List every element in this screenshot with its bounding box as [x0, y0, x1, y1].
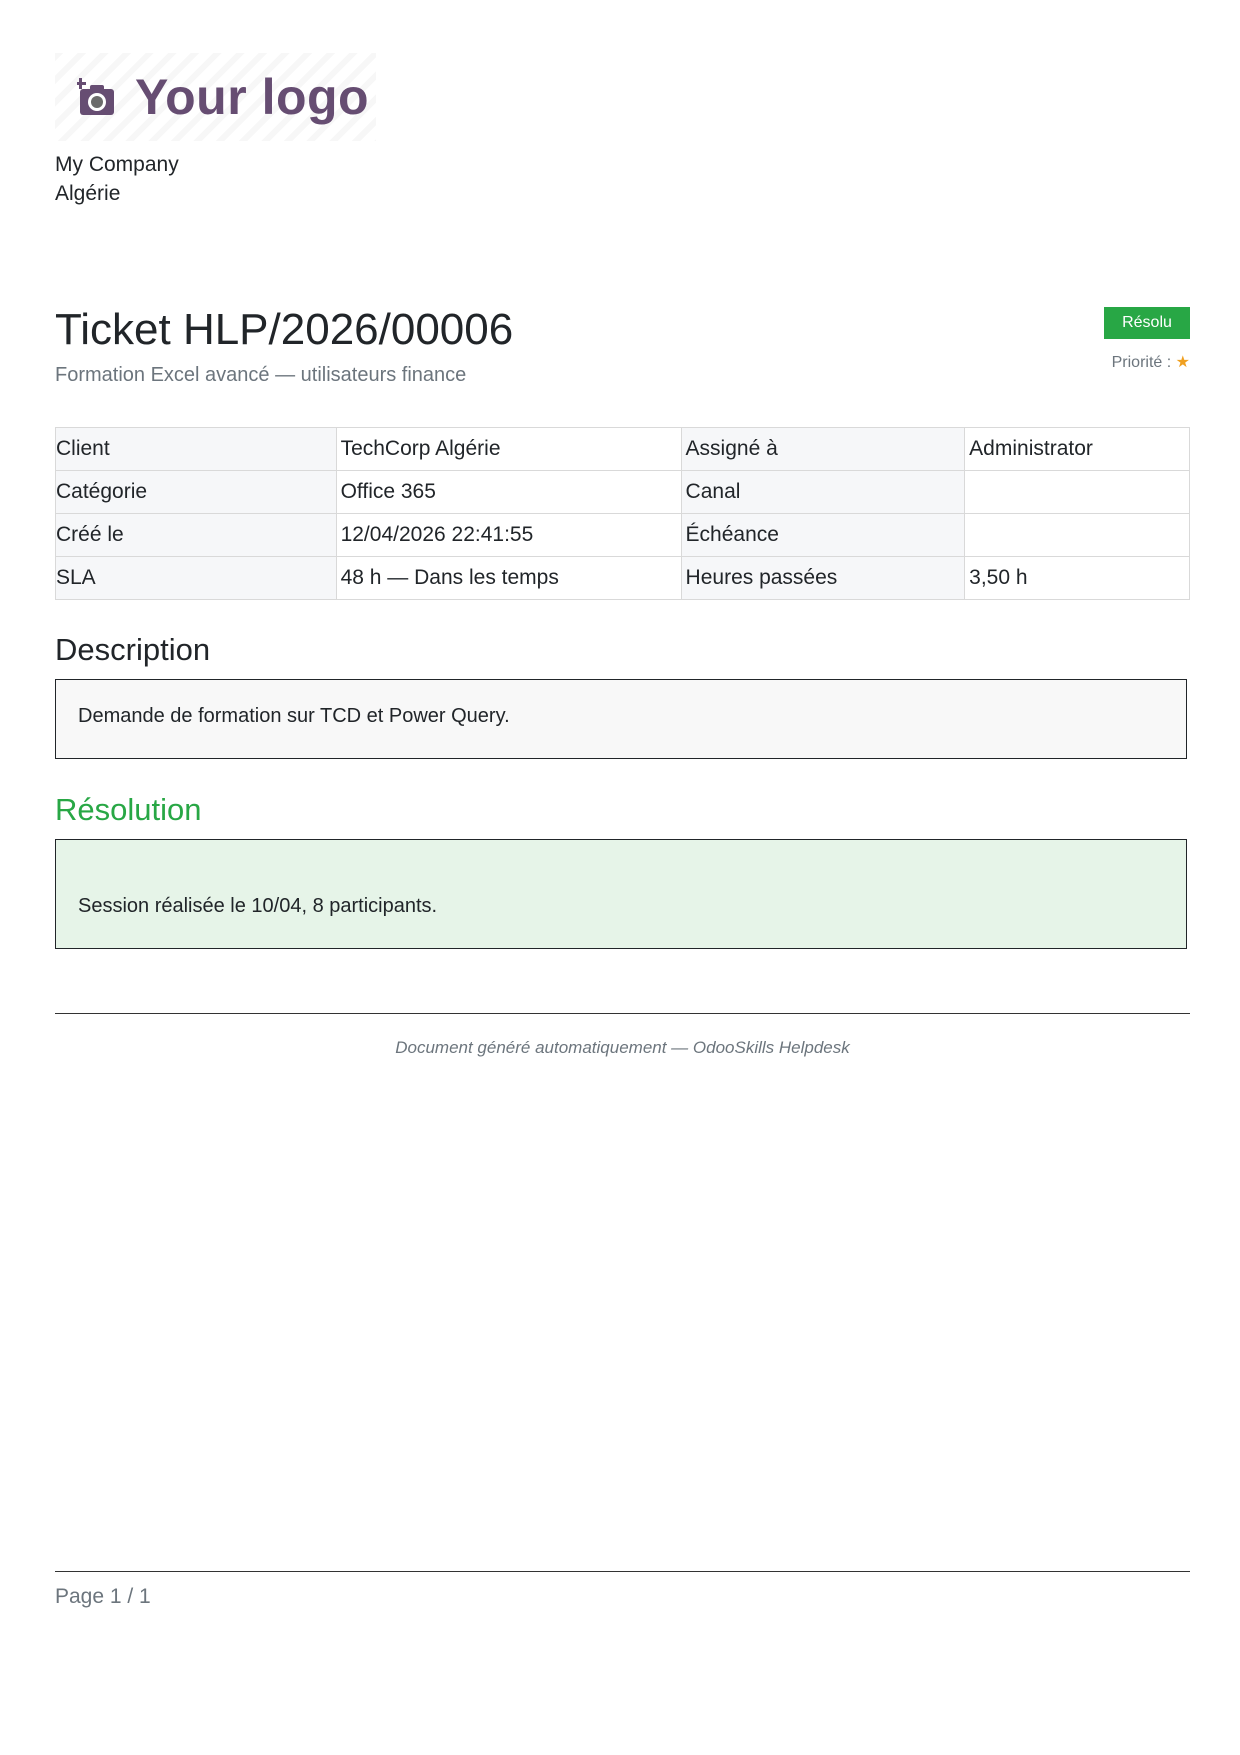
- description-text: Demande de formation sur TCD et Power Query.: [78, 705, 510, 727]
- description-box: [55, 679, 1187, 759]
- company-country: Algérie: [55, 182, 121, 205]
- table-row: [56, 514, 1190, 557]
- field-label: Canal: [681, 471, 965, 514]
- resolution-text: Session réalisée le 10/04, 8 participants.: [78, 895, 438, 917]
- company-name: My Company: [55, 153, 179, 176]
- field-label: Créé le: [56, 514, 337, 557]
- company-logo: [55, 53, 376, 141]
- priority-label: Priorité :: [1111, 354, 1172, 371]
- field-value: TechCorp Algérie: [336, 428, 681, 471]
- status-badge: Résolu: [1104, 307, 1190, 339]
- generated-note: Document généré automatiquement — OdooSkills Helpdesk: [395, 1038, 850, 1057]
- field-label: Heures passées: [681, 557, 965, 600]
- field-label: Assigné à: [681, 428, 965, 471]
- ticket-info-table: [55, 427, 1190, 600]
- field-label: Catégorie: [56, 471, 337, 514]
- camera-plus-icon: [77, 77, 117, 117]
- table-row: [56, 428, 1190, 471]
- page-number: Page 1 / 1: [55, 1585, 151, 1608]
- priority-indicator: [1112, 352, 1190, 372]
- resolution-heading: Résolution: [55, 792, 202, 827]
- star-icon: ★: [1175, 354, 1190, 371]
- field-value: 48 h — Dans les temps: [336, 557, 681, 600]
- description-heading: Description: [55, 632, 211, 667]
- field-value: 12/04/2026 22:41:55: [336, 514, 681, 557]
- ticket-title: Ticket HLP/2026/00006: [55, 305, 514, 354]
- field-value: [965, 471, 1190, 514]
- table-row: [56, 471, 1190, 514]
- table-row: [56, 557, 1190, 600]
- resolution-box: [55, 839, 1187, 949]
- field-value: 3,50 h: [965, 557, 1190, 600]
- field-value: Office 365: [336, 471, 681, 514]
- field-label: SLA: [56, 557, 337, 600]
- logo-text: Your logo: [135, 69, 370, 125]
- field-value: [965, 514, 1190, 557]
- page-footer-divider: [55, 1571, 1190, 1572]
- field-label: Client: [56, 428, 337, 471]
- footer-divider: [55, 1013, 1190, 1014]
- ticket-subtitle: Formation Excel avancé — utilisateurs finance: [55, 364, 467, 386]
- field-label: Échéance: [681, 514, 965, 557]
- company-address: [55, 150, 179, 208]
- field-value: Administrator: [965, 428, 1190, 471]
